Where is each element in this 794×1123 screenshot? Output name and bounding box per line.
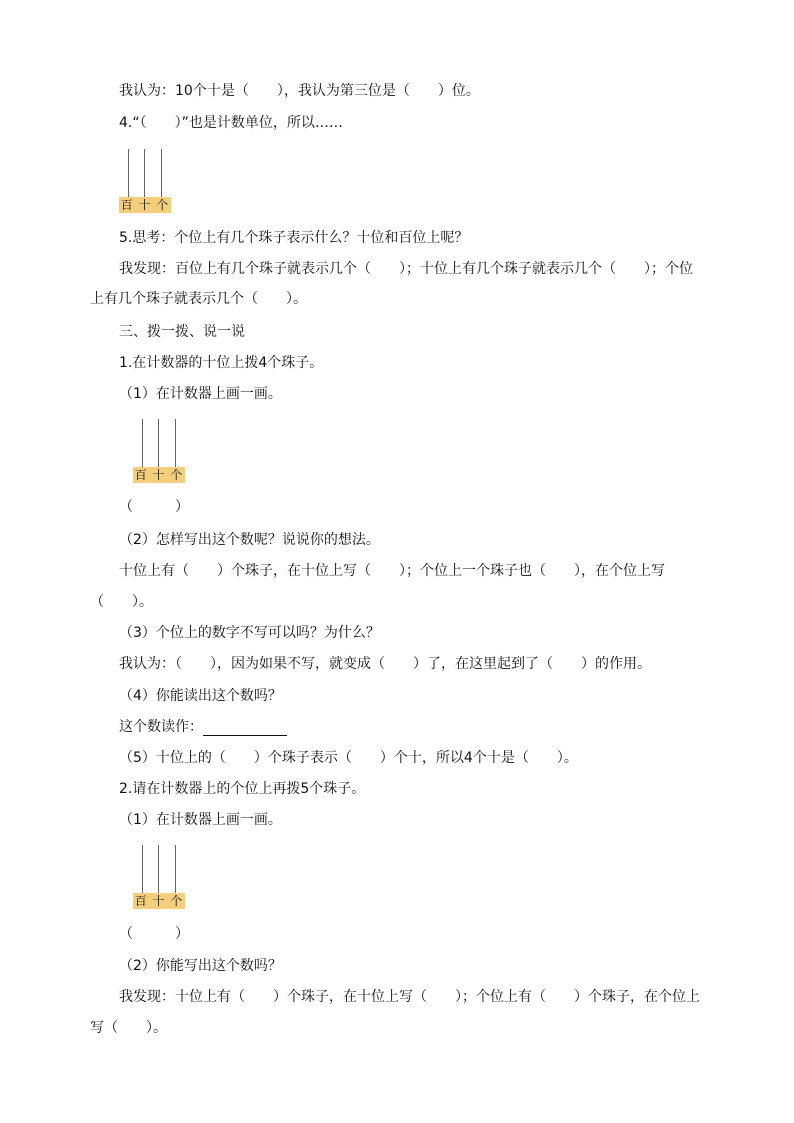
finding-line-2: 上有几个珠子就表示几个（ ）。 [90,291,307,307]
place-value-labels: 百 十 个 [120,198,170,212]
read-number-label: 这个数读作： [119,719,203,735]
rod-tens [144,149,145,197]
task-1-step-5: （5）十位上的（ ）个珠子表示（ ）个十，所以4个十是（ ）。 [119,750,578,766]
step-2-line-1: 十位上有（ ）个珠子，在十位上写（ ）；个位上一个珠子也（ ），在个位上写 [119,563,665,579]
task-1-step-2: （2）怎样写出这个数呢？说说你的想法。 [119,532,380,548]
task-1-step-4: （4）你能读出这个数吗？ [119,688,282,704]
rod-tens [158,419,159,467]
task-2-step-1: （1）在计数器上画一画。 [119,812,282,828]
read-number-blank[interactable] [203,721,287,736]
rod-hundreds [128,149,129,197]
read-number-line [119,718,287,736]
rod-ones [175,419,176,467]
counting-frame-2 [133,419,185,483]
task-1-step-3: （3）个位上的数字不写可以吗？为什么？ [119,625,380,641]
rod-hundreds [142,845,143,893]
task-2-step-2: （2）你能写出这个数吗？ [119,958,282,974]
rod-tens [158,845,159,893]
counting-frame-3 [133,845,185,909]
place-value-labels: 百 十 个 [134,468,184,482]
answer-line-ten-tens: 我认为：10个十是（ ），我认为第三位是（ ）位。 [119,83,480,99]
rod-hundreds [142,419,143,467]
finding-line-1: 我发现：百位上有几个珠子就表示几个（ ）；十位上有几个珠子就表示几个（ ）；个位 [119,261,693,277]
finding-line-3: 我发现：十位上有（ ）个珠子，在十位上写（ ）；个位上有（ ）个珠子，在个位上 [119,989,700,1005]
rod-ones [175,845,176,893]
rod-ones [161,149,162,197]
answer-blank-2: （ ） [119,926,189,942]
question-4: 4.“（ ）”也是计数单位，所以…… [119,115,343,131]
task-1: 1.在计数器的十位上拨4个珠子。 [119,355,324,371]
answer-blank-1: （ ） [119,499,189,515]
finding-line-4: 写（ ）。 [90,1020,167,1036]
task-1-step-1: （1）在计数器上画一画。 [119,386,282,402]
step-2-line-2: （ ）。 [90,594,153,610]
task-2: 2.请在计数器上的个位上再拨5个珠子。 [119,781,366,797]
counting-frame-1 [119,149,171,213]
question-5: 5.思考：个位上有几个珠子表示什么？十位和百位上呢？ [119,230,469,246]
section-heading-3: 三、拨一拨、说一说 [119,324,245,340]
place-value-labels: 百 十 个 [134,894,184,908]
step-3-answer: 我认为：（ ），因为如果不写，就变成（ ）了，在这里起到了（ ）的作用。 [119,656,651,672]
